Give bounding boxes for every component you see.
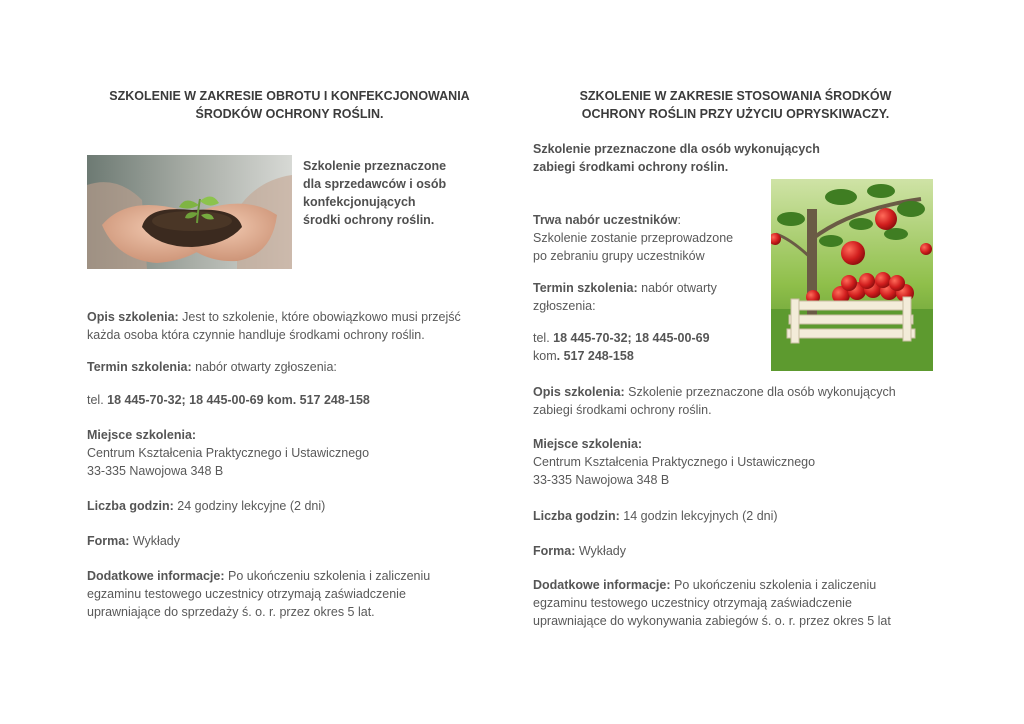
left-intro-line2: dla sprzedawców i osób [303, 177, 447, 191]
right-nabor-line2: po zebraniu grupy uczestników [533, 249, 705, 263]
left-forma-label: Forma: [87, 534, 130, 548]
left-miejsce-line2: 33-335 Nawojowa 348 B [87, 464, 224, 478]
left-dodatkowe-label: Dodatkowe informacje: [87, 569, 225, 583]
left-termin-value: nabór otwarty zgłoszenia: [191, 360, 337, 374]
right-dodatkowe-line2: egzaminu testowego uczestnicy otrzymają zaświadczenie [533, 596, 852, 610]
left-forma-section [87, 532, 180, 550]
right-miejsce-label: Miejsce szkolenia: [533, 437, 643, 451]
left-dodatkowe-line3: uprawniające do sprzedaży ś. o. r. przez okres 5 lat. [87, 605, 375, 619]
right-dodatkowe-line3: uprawniające do wykonywania zabiegów ś. o. r. przez okres 5 lat [533, 614, 891, 628]
right-intro-line2: zabiegi środkami ochrony roślin. [533, 160, 729, 174]
left-title [87, 87, 492, 123]
left-dodatkowe-section [87, 567, 430, 621]
right-forma-label: Forma: [533, 544, 576, 558]
right-miejsce-section [533, 435, 815, 489]
right-dodatkowe-label: Dodatkowe informacje: [533, 578, 671, 592]
left-dodatkowe-line2: egzaminu testowego uczestnicy otrzymają zaświadczenie [87, 587, 406, 601]
right-kom-prefix: kom [533, 349, 557, 363]
left-miejsce-section [87, 426, 369, 480]
left-opis-label: Opis szkolenia: [87, 310, 179, 324]
right-dodatkowe-line1: Po ukończeniu szkolenia i zaliczeniu [670, 578, 877, 592]
left-godzin-value: 24 godziny lekcyjne (2 dni) [173, 499, 326, 513]
left-intro-line3: konfekcjonujących [303, 195, 416, 209]
right-opis-line1: Szkolenie przeznaczone dla osób wykonujących [624, 385, 896, 399]
right-nabor-section [533, 211, 733, 265]
right-tel-numbers: 18 445-70-32; 18 445-00-69 [553, 331, 710, 345]
left-dodatkowe-line1: Po ukończeniu szkolenia i zaliczeniu [224, 569, 431, 583]
right-kom-number: . 517 248-158 [556, 349, 634, 363]
left-phone-line [87, 391, 370, 409]
right-title-line1: SZKOLENIE W ZAKRESIE STOSOWANIA ŚRODKÓW [579, 89, 892, 103]
right-termin-label: Termin szkolenia: [533, 281, 638, 295]
left-termin-label: Termin szkolenia: [87, 360, 192, 374]
left-title-line1: SZKOLENIE W ZAKRESIE OBROTU I KONFEKCJONOWANIA [109, 89, 470, 103]
right-nabor-label: Trwa nabór uczestników [533, 213, 678, 227]
left-godzin-label: Liczba godzin: [87, 499, 174, 513]
left-title-line2: ŚRODKÓW OCHRONY ROŚLIN. [195, 107, 384, 121]
left-opis-section [87, 308, 461, 344]
right-opis-label: Opis szkolenia: [533, 385, 625, 399]
hands-seedling-image [87, 155, 292, 269]
right-opis-line2: zabiegi środkami ochrony roślin. [533, 403, 712, 417]
right-godzin-section [533, 507, 778, 525]
right-termin-value: nabór otwarty [637, 281, 717, 295]
right-termin-line2: zgłoszenia: [533, 299, 596, 313]
right-title [533, 87, 938, 123]
apple-tree-image [771, 179, 933, 371]
hands-holding-seedling-icon [87, 155, 292, 269]
left-tel-prefix: tel. [87, 393, 108, 407]
right-godzin-value: 14 godzin lekcyjnych (2 dni) [619, 509, 778, 523]
right-nabor-colon: : [677, 213, 681, 227]
right-termin-section [533, 279, 717, 315]
right-phone-section [533, 329, 710, 365]
right-title-line2: OCHRONY ROŚLIN PRZY UŻYCIU OPRYSKIWACZY. [581, 107, 890, 121]
left-intro-line4: środki ochrony roślin. [303, 213, 435, 227]
right-opis-section [533, 383, 896, 419]
right-miejsce-line2: 33-335 Nawojowa 348 B [533, 473, 670, 487]
right-nabor-line1: Szkolenie zostanie przeprowadzone [533, 231, 734, 245]
right-forma-section [533, 542, 626, 560]
right-tel-prefix: tel. [533, 331, 554, 345]
right-intro [533, 140, 820, 176]
left-godzin-section [87, 497, 325, 515]
apple-tree-crate-icon [771, 179, 933, 371]
right-intro-line1: Szkolenie przeznaczone dla osób wykonujących [533, 142, 820, 156]
right-miejsce-line1: Centrum Kształcenia Praktycznego i Ustawicznego [533, 455, 816, 469]
right-dodatkowe-section [533, 576, 891, 630]
right-godzin-label: Liczba godzin: [533, 509, 620, 523]
left-intro [303, 157, 446, 229]
left-intro-line1: Szkolenie przeznaczone [303, 159, 447, 173]
left-opis-line1: Jest to szkolenie, które obowiązkowo musi przejść [178, 310, 461, 324]
left-miejsce-label: Miejsce szkolenia: [87, 428, 197, 442]
right-forma-value: Wykłady [575, 544, 626, 558]
left-termin-section [87, 358, 337, 376]
left-miejsce-line1: Centrum Kształcenia Praktycznego i Ustawicznego [87, 446, 370, 460]
left-tel-numbers: 18 445-70-32; 18 445-00-69 kom. 517 248-158 [107, 393, 370, 407]
left-forma-value: Wykłady [129, 534, 180, 548]
left-opis-line2: każda osoba która czynnie handluje środkami ochrony roślin. [87, 328, 425, 342]
